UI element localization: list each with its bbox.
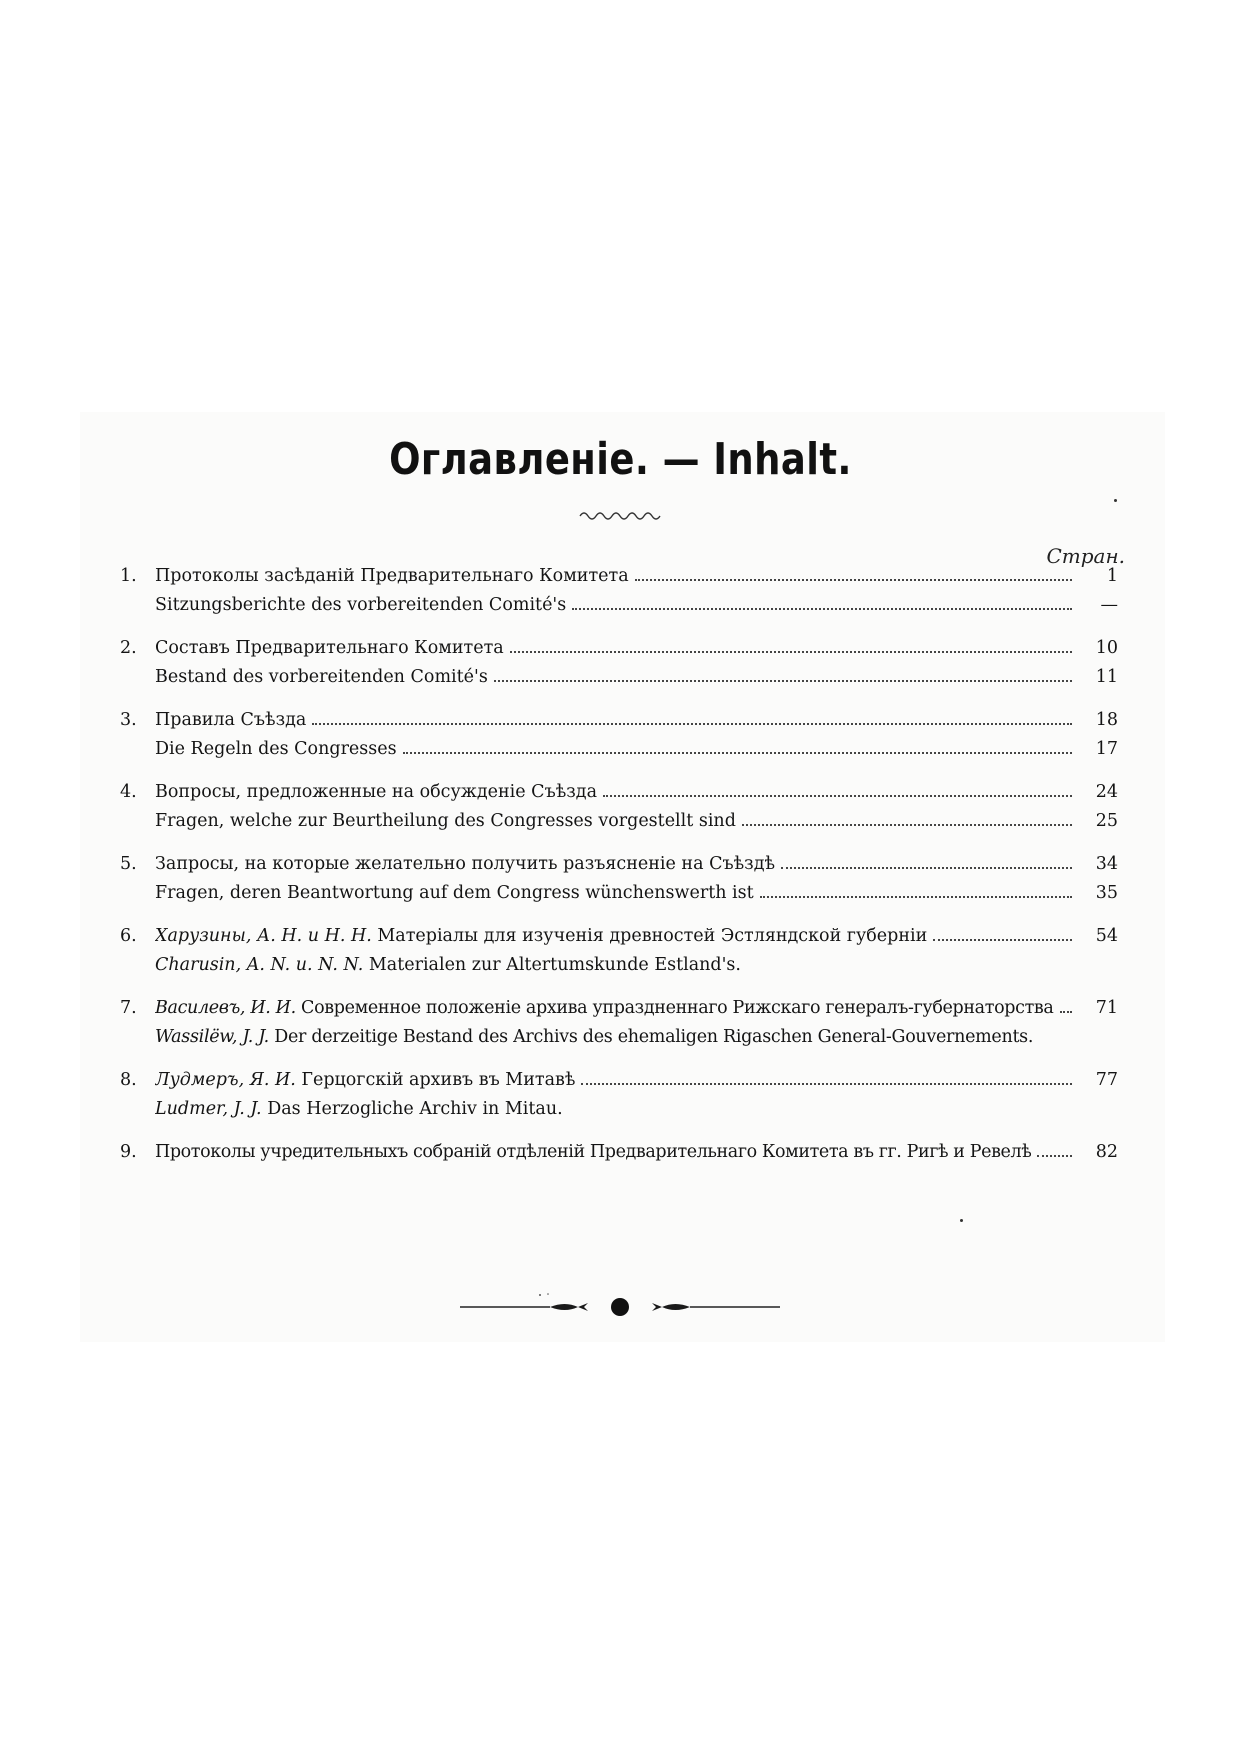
entry-title: Запросы, на которые желательно получить разъясненіе на Съѣздѣ (155, 854, 776, 874)
page-number: 71 (1095, 998, 1118, 1018)
toc-line[interactable] (120, 591, 1118, 620)
entry-title: Materialen zur Altertumskunde Estland's. (368, 955, 741, 975)
entry-number: 1. (120, 566, 137, 586)
page-number: 24 (1095, 782, 1118, 802)
toc-line[interactable] (120, 922, 1118, 951)
entry-title: Правила Съѣзда (155, 710, 307, 730)
page-number: 77 (1095, 1070, 1118, 1090)
toc-entry (120, 562, 1118, 620)
toc-line[interactable] (120, 994, 1118, 1023)
entry-author: Charusin, A. N. u. N. N. (155, 955, 364, 975)
entry-title: Bestand des vorbereitenden Comité's (155, 667, 488, 687)
entry-title: Герцогскій архивъ въ Митавѣ (301, 1070, 576, 1090)
dot-leader (572, 608, 1072, 610)
entry-author: Харузины, А. Н. и Н. Н. (155, 926, 372, 946)
page-column-label: Стран. (1046, 544, 1125, 568)
toc-entry (120, 850, 1118, 908)
entry-number: 7. (120, 998, 137, 1018)
tailpiece-ornament (460, 1292, 780, 1322)
toc-line[interactable] (120, 706, 1118, 735)
dot-leader (494, 680, 1072, 682)
entry-title: Матеріалы для изученія древностей Эстляндской губерніи (377, 926, 928, 946)
toc-line[interactable] (120, 850, 1118, 879)
toc-entry (120, 994, 1118, 1052)
page-number: 10 (1095, 638, 1118, 658)
toc-line[interactable] (120, 778, 1118, 807)
toc-line[interactable] (120, 1095, 1118, 1124)
print-speck (1114, 499, 1117, 502)
dot-leader (312, 723, 1072, 725)
page-number: 34 (1095, 854, 1118, 874)
entry-title: Die Regeln des Congresses (155, 739, 397, 759)
dot-leader (635, 579, 1072, 581)
entry-title: Составъ Предварительнаго Комитета (155, 638, 504, 658)
print-speck (960, 1219, 963, 1222)
page-number: 17 (1095, 739, 1118, 759)
entry-number: 9. (120, 1142, 137, 1162)
page-number: — (1100, 595, 1118, 615)
dot-leader (581, 1083, 1072, 1085)
toc-entry (120, 1138, 1118, 1167)
dot-leader (760, 896, 1072, 898)
entry-number: 3. (120, 710, 137, 730)
toc-entry (120, 634, 1118, 692)
page-number: 1 (1106, 566, 1118, 586)
page-number: 82 (1095, 1142, 1118, 1162)
toc-line[interactable] (120, 735, 1118, 764)
entry-author: Василевъ, И. И. (155, 998, 296, 1018)
entry-number: 4. (120, 782, 137, 802)
page-number: 54 (1095, 926, 1118, 946)
toc-line[interactable] (120, 562, 1118, 591)
entry-title: Das Herzogliche Archiv in Mitau. (267, 1099, 563, 1119)
toc-line[interactable] (120, 634, 1118, 663)
page-number: 11 (1095, 667, 1118, 687)
entry-title: Sitzungsberichte des vorbereitenden Comité's (155, 595, 567, 615)
dot-leader (603, 795, 1072, 797)
dot-leader (510, 651, 1072, 653)
page-title: Оглавленіе. — Inhalt. (389, 434, 852, 485)
toc-entry (120, 1066, 1118, 1124)
toc-line[interactable] (120, 951, 1118, 980)
entry-title: Современное положеніе архива упраздненнаго Рижскаго генералъ-губернаторства (301, 998, 1054, 1018)
entry-title: Вопросы, предложенные на обсужденіе Съѣзда (155, 782, 598, 802)
page-number: 18 (1095, 710, 1118, 730)
dot-leader (1060, 1011, 1072, 1013)
toc-line[interactable] (120, 1023, 1118, 1052)
dot-leader (933, 939, 1072, 941)
toc-line[interactable] (120, 1066, 1118, 1095)
dot-leader (781, 867, 1072, 869)
toc-line[interactable] (120, 1138, 1118, 1167)
toc-line[interactable] (120, 663, 1118, 692)
entry-number: 6. (120, 926, 137, 946)
entry-title: Der derzeitige Bestand des Archivs des ehemaligen Rigaschen General-Gouvernements. (274, 1027, 1034, 1047)
dot-leader (403, 752, 1072, 754)
entry-author: Ludmer, J. J. (155, 1099, 262, 1119)
squiggle-ornament (578, 510, 664, 522)
entry-title: Протоколы засѣданій Предварительнаго Комитета (155, 566, 629, 586)
dot-leader (1037, 1155, 1072, 1157)
page-number: 35 (1095, 883, 1118, 903)
toc-entry (120, 922, 1118, 980)
dot-leader (742, 824, 1072, 826)
toc-line[interactable] (120, 879, 1118, 908)
entry-title: Протоколы учредительныхъ собраній отдѣленій Предварительнаго Комитета въ гг. Ригѣ и Ревелѣ (155, 1142, 1032, 1162)
entry-title: Fragen, deren Beantwortung auf dem Congress wünchenswerth ist (155, 883, 754, 903)
table-of-contents (120, 562, 1118, 1181)
entry-author: Wassilëw, J. J. (155, 1027, 269, 1047)
toc-line[interactable] (120, 807, 1118, 836)
toc-entry (120, 706, 1118, 764)
entry-number: 5. (120, 854, 137, 874)
entry-title: Fragen, welche zur Beurtheilung des Congresses vorgestellt sind (155, 811, 736, 831)
entry-number: 8. (120, 1070, 137, 1090)
page-number: 25 (1095, 811, 1118, 831)
entry-author: Лудмеръ, Я. И. (155, 1070, 296, 1090)
toc-entry (120, 778, 1118, 836)
entry-number: 2. (120, 638, 137, 658)
